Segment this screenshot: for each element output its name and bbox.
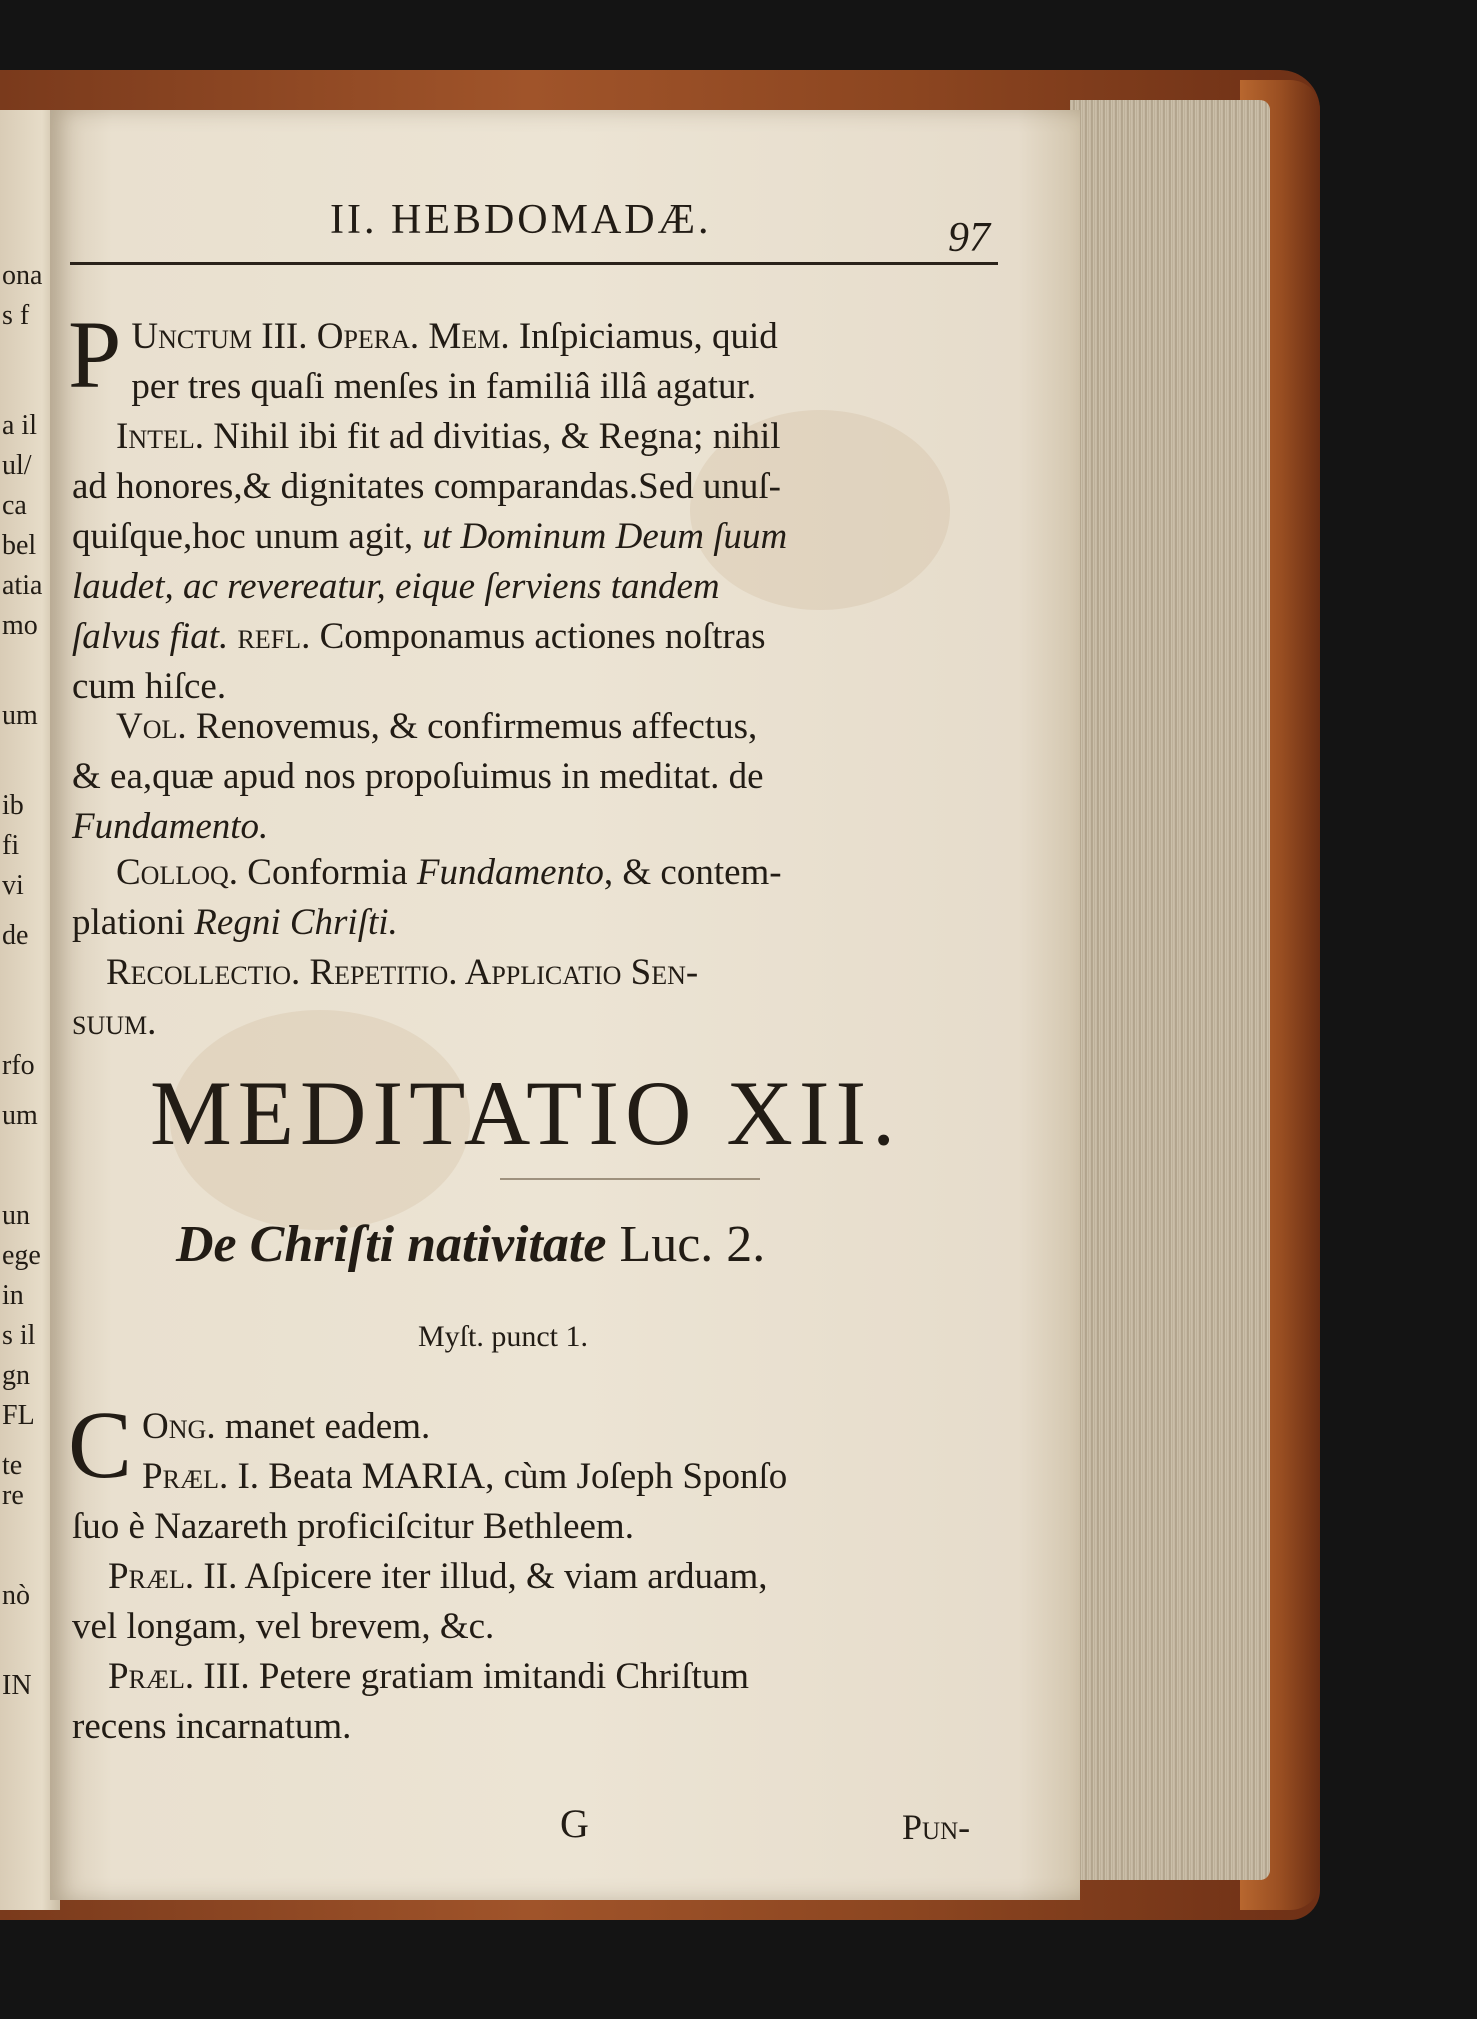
meditatio-subtitle [176,1215,765,1274]
previous-page-fragment: um [2,700,38,731]
previous-page-fragment: nò [2,1580,30,1611]
previous-page-fragment: te [2,1450,23,1481]
dropcap: P [68,301,122,408]
text-span: Colloq [116,852,229,893]
previous-page-fragment: ege [2,1240,41,1271]
text-line: per tres quaſi menſes in familiâ illâ agatur. [131,366,757,407]
text-line: Recollectio. Repetitio. Applicatio Sen- [106,952,699,993]
text-span: Luc. 2. [606,1216,766,1273]
previous-page-fragment: a il [2,410,37,441]
text-span: Intel [116,416,195,457]
meditatio-title: MEDITATIO XII. [150,1062,902,1164]
vol-paragraph [72,702,1002,852]
text-span: Vol [116,706,178,747]
text-span: , & contem- [603,852,782,893]
previous-page-fragment: FL [2,1400,35,1431]
previous-page-fragment: ona [2,260,43,291]
text-span: Mem [428,316,501,357]
signature-mark: G [560,1801,589,1846]
previous-page-fragment: re [2,1480,24,1511]
cong-paragraph [68,1391,1002,1752]
text-span: . Componamus actiones noſtras [301,616,766,657]
text-line: & ea,quæ apud nos propoſuimus in meditat. de [72,756,764,797]
text-span: . [409,316,429,357]
previous-page-fragment: mo [2,610,38,641]
header-rule [70,262,998,265]
previous-page-fragment: de [2,920,29,951]
running-title: II. HEBDOMADÆ. [330,197,712,243]
text-span: ſalvus fiat. [72,616,229,657]
text-span: . Inſpiciamus, quid [500,316,778,357]
text-span: . III. Petere gratiam imitandi Chriſtum [184,1656,750,1697]
text-span: . II. Aſpicere iter illud, & viam arduam, [184,1556,768,1597]
previous-page-fragment: ul/ [2,450,32,481]
text-span: III. [252,316,317,357]
dropcap: C [68,1391,133,1498]
previous-page-fragment: un [2,1200,30,1231]
previous-page-fragment: s f [2,300,30,331]
text-line: Fundamento. [72,806,269,847]
text-span: De Chriſti nativitate [176,1216,607,1273]
text-span: Unctum [131,316,253,357]
previous-page-fragment: s il [2,1320,36,1351]
punctum-paragraph [68,301,1002,712]
page-fore-edge [1070,100,1270,1880]
text-line: recens incarnatum. [72,1706,352,1747]
previous-page-fragment: rfo [2,1050,35,1081]
text-span: Præl [108,1556,185,1597]
text-span: . manet eadem. [206,1406,431,1447]
text-span: ut Dominum Deum ſuum [422,516,788,557]
previous-page-fragment: um [2,1100,38,1131]
text-line: laudet, ac revereatur, eique ſerviens tandem [72,566,720,607]
previous-page-fragment: atia [2,570,43,601]
colloq-paragraph [72,848,1002,948]
previous-page-fragment: ib [2,790,24,821]
text-line: cum hiſce. [72,666,227,707]
text-line: suum. [72,1002,157,1043]
text-span: . Conformia [228,852,417,893]
text-line: vel longam, vel brevem, &c. [72,1606,495,1647]
text-span: Præl [108,1656,185,1697]
previous-page-fragment: fi [2,830,20,861]
text-span: plationi [72,902,195,943]
previous-page-fragment: bel [2,530,37,561]
text-line: ſuo è Nazareth proficiſcitur Bethleem. [72,1506,634,1547]
text-span: Præl [142,1456,219,1497]
text-span: Fundamento [416,852,604,893]
text-span: refl [228,616,302,657]
title-rule [500,1178,760,1180]
previous-page-fragment: IN [2,1670,32,1701]
previous-page-fragment: vi [2,870,24,901]
text-span: . I. Beata MARIA, cùm Joſeph Sponſo [218,1456,788,1497]
text-span: Regni Chriſti. [194,902,398,943]
text-line: ad honores,& dignitates comparandas.Sed unuſ- [72,466,781,507]
text-span: . Renovemus, & confirmemus affectus, [177,706,758,747]
mysterium-note: Myſt. punct 1. [418,1320,588,1353]
text-span: Opera [316,316,410,357]
text-span: . Nihil ibi fit ad divitias, & Regna; nihil [194,416,781,457]
text-span: Ong [142,1406,207,1447]
previous-page-fragment: gn [2,1360,30,1391]
recollectio-paragraph [72,948,1002,1048]
catchword: Pun- [902,1807,971,1847]
page-number: 97 [948,215,990,261]
previous-page-fragment: ca [2,490,27,521]
text-span: quiſque,hoc unum agit, [72,516,423,557]
previous-page-fragment: in [2,1280,24,1311]
